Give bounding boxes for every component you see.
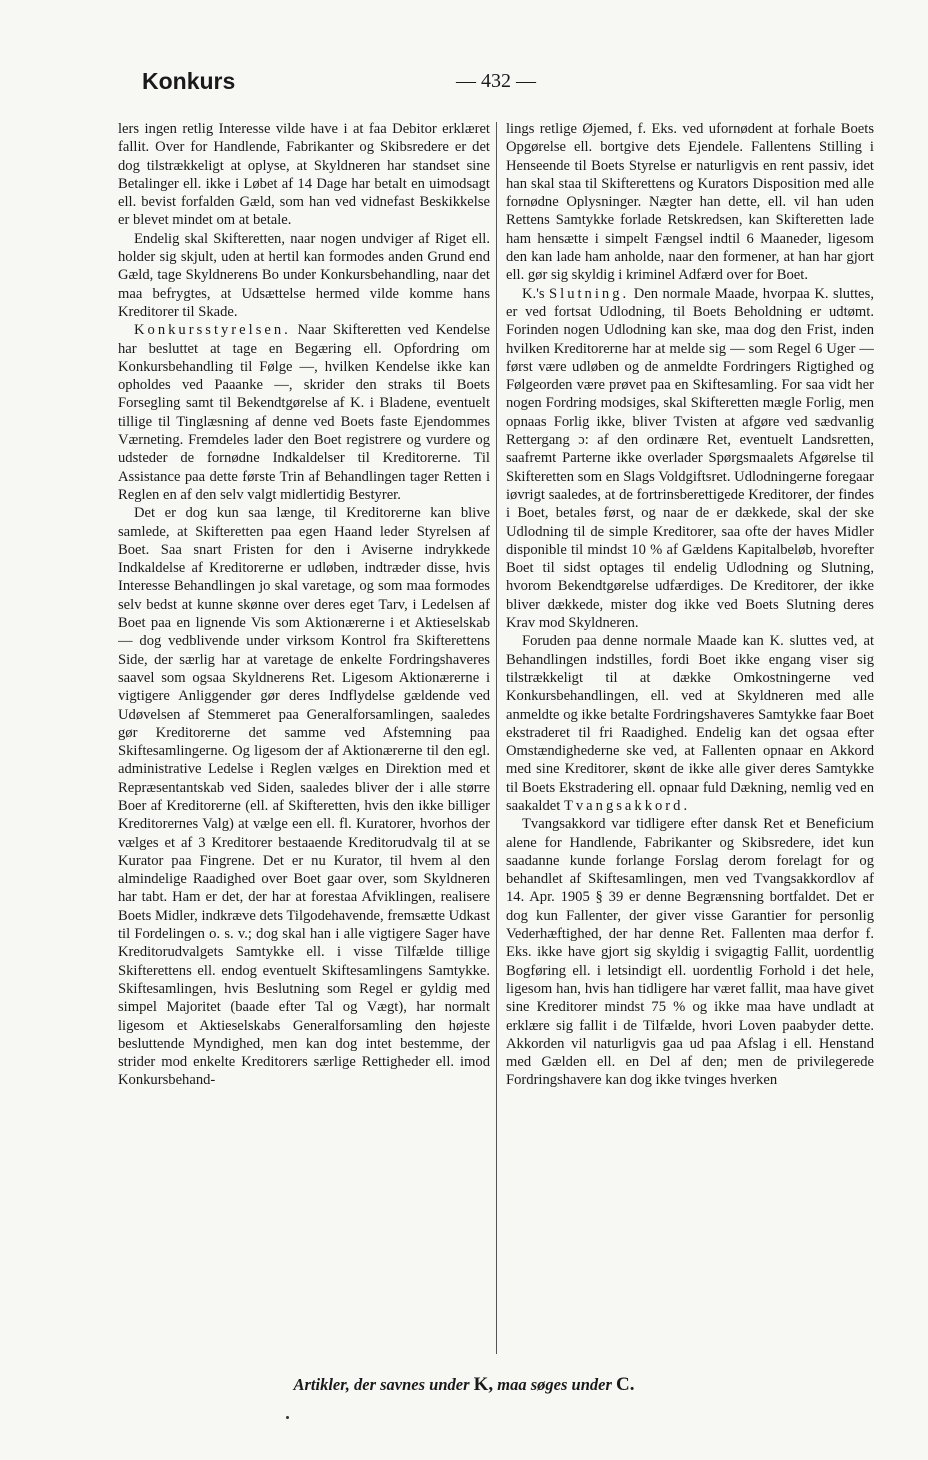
- paragraph: Tvangsakkord var tidligere efter dansk Ret et Beneficium alene for Handlende, Fabrikanter og Skibsredere, idet kun saadanne kunde forlange Forslag derom forelagt for og behandlet af Skiftesamlingen, men ved Tvangsakkordlov af 14. Apr. 1905 § 39 er denne Begrænsning bortfaldet. Det er dog kun Fallenter, der giver visse Garantier for personlig Vederhæftighed, der har denne Ret. Fallenten maa derfor f. Eks. ikke have gjort sig skyldig i svigagtig Fallit, uordentlig Bogføring ell. i letsindigt ell. uordentlig Forhold i det hele, ligesom han, hvis han tidligere har været fallit, maa have givet sine Kreditorer mindst 75 % og ikke maa have undladt at erklære sig fallit i de Tilfælde, hvori Loven paabyder dette. Akkorden vil naturligvis gaa ud paa Afslag i ell. Henstand med Gælden ell. en Del af den; men de privilegerede Fordringshavere kan dog ikke tvinges hverken: [506, 816, 874, 1089]
- paragraph-slutning: [506, 285, 874, 633]
- paragraph: Endelig skal Skifteretten, naar nogen undviger af Riget ell. holder sig skjult, uden at hertil kan formodes anden Grund end Gæld, tage Skyldnerens Bo under Konkursbehandling, naar det maa befrygtes, at Udsættelse hermed vilde komme hans Kreditorer til Skade.: [118, 230, 490, 320]
- paragraph-text: Naar Skifteretten ved Kendelse har besluttet at tage en Begæring ell. Opfordring om Konkursbehandling til Følge —, hvilken Kendelse ikke kan opholdes ved Paaanke —, skrider den straks til Boets Forsegling samt til Bekendtgørelse af K. i Bladene, eventuelt tillige til Tinglæsning af denne ved Boets faste Ejendommes Værneting. Fremdeles lader den Boet registrere og vurdere og udsteder de fornødne Indkaldelser til Kreditorerne. Til Assistance paa dette første Trin af Behandlingen tager Retten i Reglen en af den selv valgt midlertidig Bestyrer.: [118, 322, 490, 503]
- footer-letter-c: C.: [616, 1374, 635, 1395]
- heading-prefix: K.'s: [522, 285, 550, 302]
- paragraph: lers ingen retlig Interesse vilde have i at faa Debitor erklæret fallit. Over for Handlende, Fabrikanter og Skibsredere er det dog tilstrækkeligt at oplyse, at Skyldneren har standset sine Betalinger ell. ikke i Løbet af 14 Dage har betalt en uimodsagt ell. bevist forfalden Gæld, som han ved vidnefast Beskikkelse er blevet mindet om at betale.: [118, 121, 490, 229]
- footer-text: Artikler, der savnes under: [293, 1375, 474, 1394]
- paragraph-text: Den normale Maade, hvorpaa K. sluttes, er ved fortsat Udlodning, til Boets Beholdning er udtømt. Forinden nogen Udlodning kan ske, maa dog den Frist, inden hvilken Kreditorerne har at melde sig — som Regel 6 Uger — først være udløben og de anmeldte Fordringers Rigtighed og Følgeorden være prøvet paa en Skiftesamling. For saa vidt her nogen Fordring modsiges, skal Skifteretten mægle Forlig, men opnaas Forlig ikke, bliver Tvisten at afgøre ved sædvanlig Rettergang ɔ: af den ordinære Ret, eventuelt Landsretten, saafremt Parterne ikke overlader Spørgsmaalets Afgørelse til Skifteretten som en Slags Voldgiftsret. Udlodningerne foregaar iøvrigt saaledes, at de fortrinsberettigede Kreditorer, der findes i Boet, betales først, og naar de er dækkede, skal der ske Udlodning til de simple Kreditorer, saa ofte der haves Midler disponible til mindst 10 % af Gældens Kapitalbeløb, hvorefter Boet til sidst optages til endelig Udlodning og Slutning, hvorom Bekendtgørelse udfærdiges. De Kreditorer, der ikke bliver dækkede, mister dog ikke ved Boets Slutning deres Krav mod Skyldneren.: [506, 285, 874, 632]
- paragraph: Det er dog kun saa længe, til Kreditorerne kan blive samlede, at Skifteretten paa egen Haand leder Styrelsen af Boet. Saa snart Fristen for den i Aviserne indrykkede Indkaldelse af Kreditorerne er udløben, indtræder disse, hvis Interesse Behandlingen jo skal varetage, og som maa formodes selv bedst at kunne skønne over deres eget Tarv, i Ledelsen af Boet paa en lignende Vis som Aktionærerne i et Aktieselskab — dog vedblivende under virksom Kontrol fra Skifterettens Side, der særlig har at varetage de enkelte Fordringshaveres saavel som ogsaa Skyldnerens Ret. Ligesom Aktionærerne i vigtigere Anliggender gør deres Indflydelse gældende ved Udøvelsen af Stemmeret paa Generalforsamlingen, saaledes gør Kreditorerne det samme ved Afstemning paa Skiftesamlingerne. Og ligesom der af Aktionærerne til den egl. administrative Ledelse i Reglen vælges en Direktion med et Repræsentantskab ved Siden, saaledes bliver der i alle større Boer af Kreditorerne (ell. af Skifteretten, hvis den ikke billiger Kreditorernes Valg) at vælge een ell. fl. Kuratorer, hvorhos der vælges et af 3 Kreditorer bestaaende Kreditorudvalg til at se Kurator paa Fingrene. Det er nu Kurator, til hvem al den almindelige Raadighed over Boet gaar over, som Skyldneren har tabt. Ham er det, der har at forestaa Afviklingen, realisere Boets Midler, indkræve dets Tilgodehavende, fremsætte Udkast til Fordelingen o. s. v.; dog skal han i alle vigtigere Sager have Kreditorudvalgets Samtykke ell. i visse Tilfælde tillige Skifterettens ell. endog eventuelt Skiftesamlingens Samtykke. Skiftesamlingen, hvis Beslutning som Regel er gyldig med simpel Majoritet (baade efter Tal og Vægt), har normalt ligesom et Aktieselskabs Generalforsamling den højeste besluttende Myndighed, men kan dog intet bestemme, der strider mod enkelte Kreditorers særlige Rettigheder ell. imod Konkursbehand-: [118, 505, 490, 1089]
- column-divider: [496, 122, 497, 1354]
- paragraph: [506, 632, 874, 815]
- print-speck: [286, 1416, 289, 1419]
- footer-letter-k: K,: [473, 1374, 494, 1395]
- page-footer-note: [0, 1374, 928, 1396]
- right-column: [506, 120, 874, 1358]
- section-heading: Slutning.: [549, 285, 630, 302]
- section-heading: Konkursstyrelsen.: [134, 322, 291, 339]
- footer-text: maa søges under: [493, 1375, 617, 1394]
- page-number: — 432 —: [456, 70, 536, 92]
- left-column: [118, 120, 490, 1358]
- term-tvangsakkord: Tvangsakkord.: [563, 797, 691, 814]
- page-header: [118, 64, 878, 104]
- running-head: Konkurs: [142, 68, 236, 94]
- paragraph: lings retlige Øjemed, f. Eks. ved ufornødent at forhale Boets Opgørelse ell. bortgive dets Ejendele. Fallentens Stilling i Henseende til Boets Styrelse er naturligvis en rent passiv, idet han skal staa til Skifterettens og Kurators Disposition med alle fornødne Oplysninger. Nægter han dette, ell. vil han uden Rettens Samtykke forlade Retskredsen, kan Skifteretten lade ham hensætte i simpelt Fængsel indtil 6 Maaneder, ligesom den kan lade ham anholde, naar den formener, at han har gjort ell. gør sig skyldig i kriminel Adfærd over for Boet.: [506, 121, 874, 284]
- paragraph-text: Foruden paa denne normale Maade kan K. sluttes ved, at Behandlingen indstilles, fordi Boet ikke engang viser sig tilstrækkeligt til at dække Omkostningerne ved Konkursbehandlingen, ell. ved at Skyldneren med alle anmeldte og ikke betalte Fordringshaveres Samtykke faar Boet ekstraderet til fri Raadighed. Endelig kan det ogsaa efter Omstændighederne ske ved, at Fallenten opnaar en Akkord med sine Kreditorer, skønt de ikke alle giver deres Samtykke til Boets Ekstradering ell. opnaar fuld Dækning, nemlig ved en saakaldet: [506, 633, 874, 814]
- paragraph-konkursstyrelsen: [118, 321, 490, 504]
